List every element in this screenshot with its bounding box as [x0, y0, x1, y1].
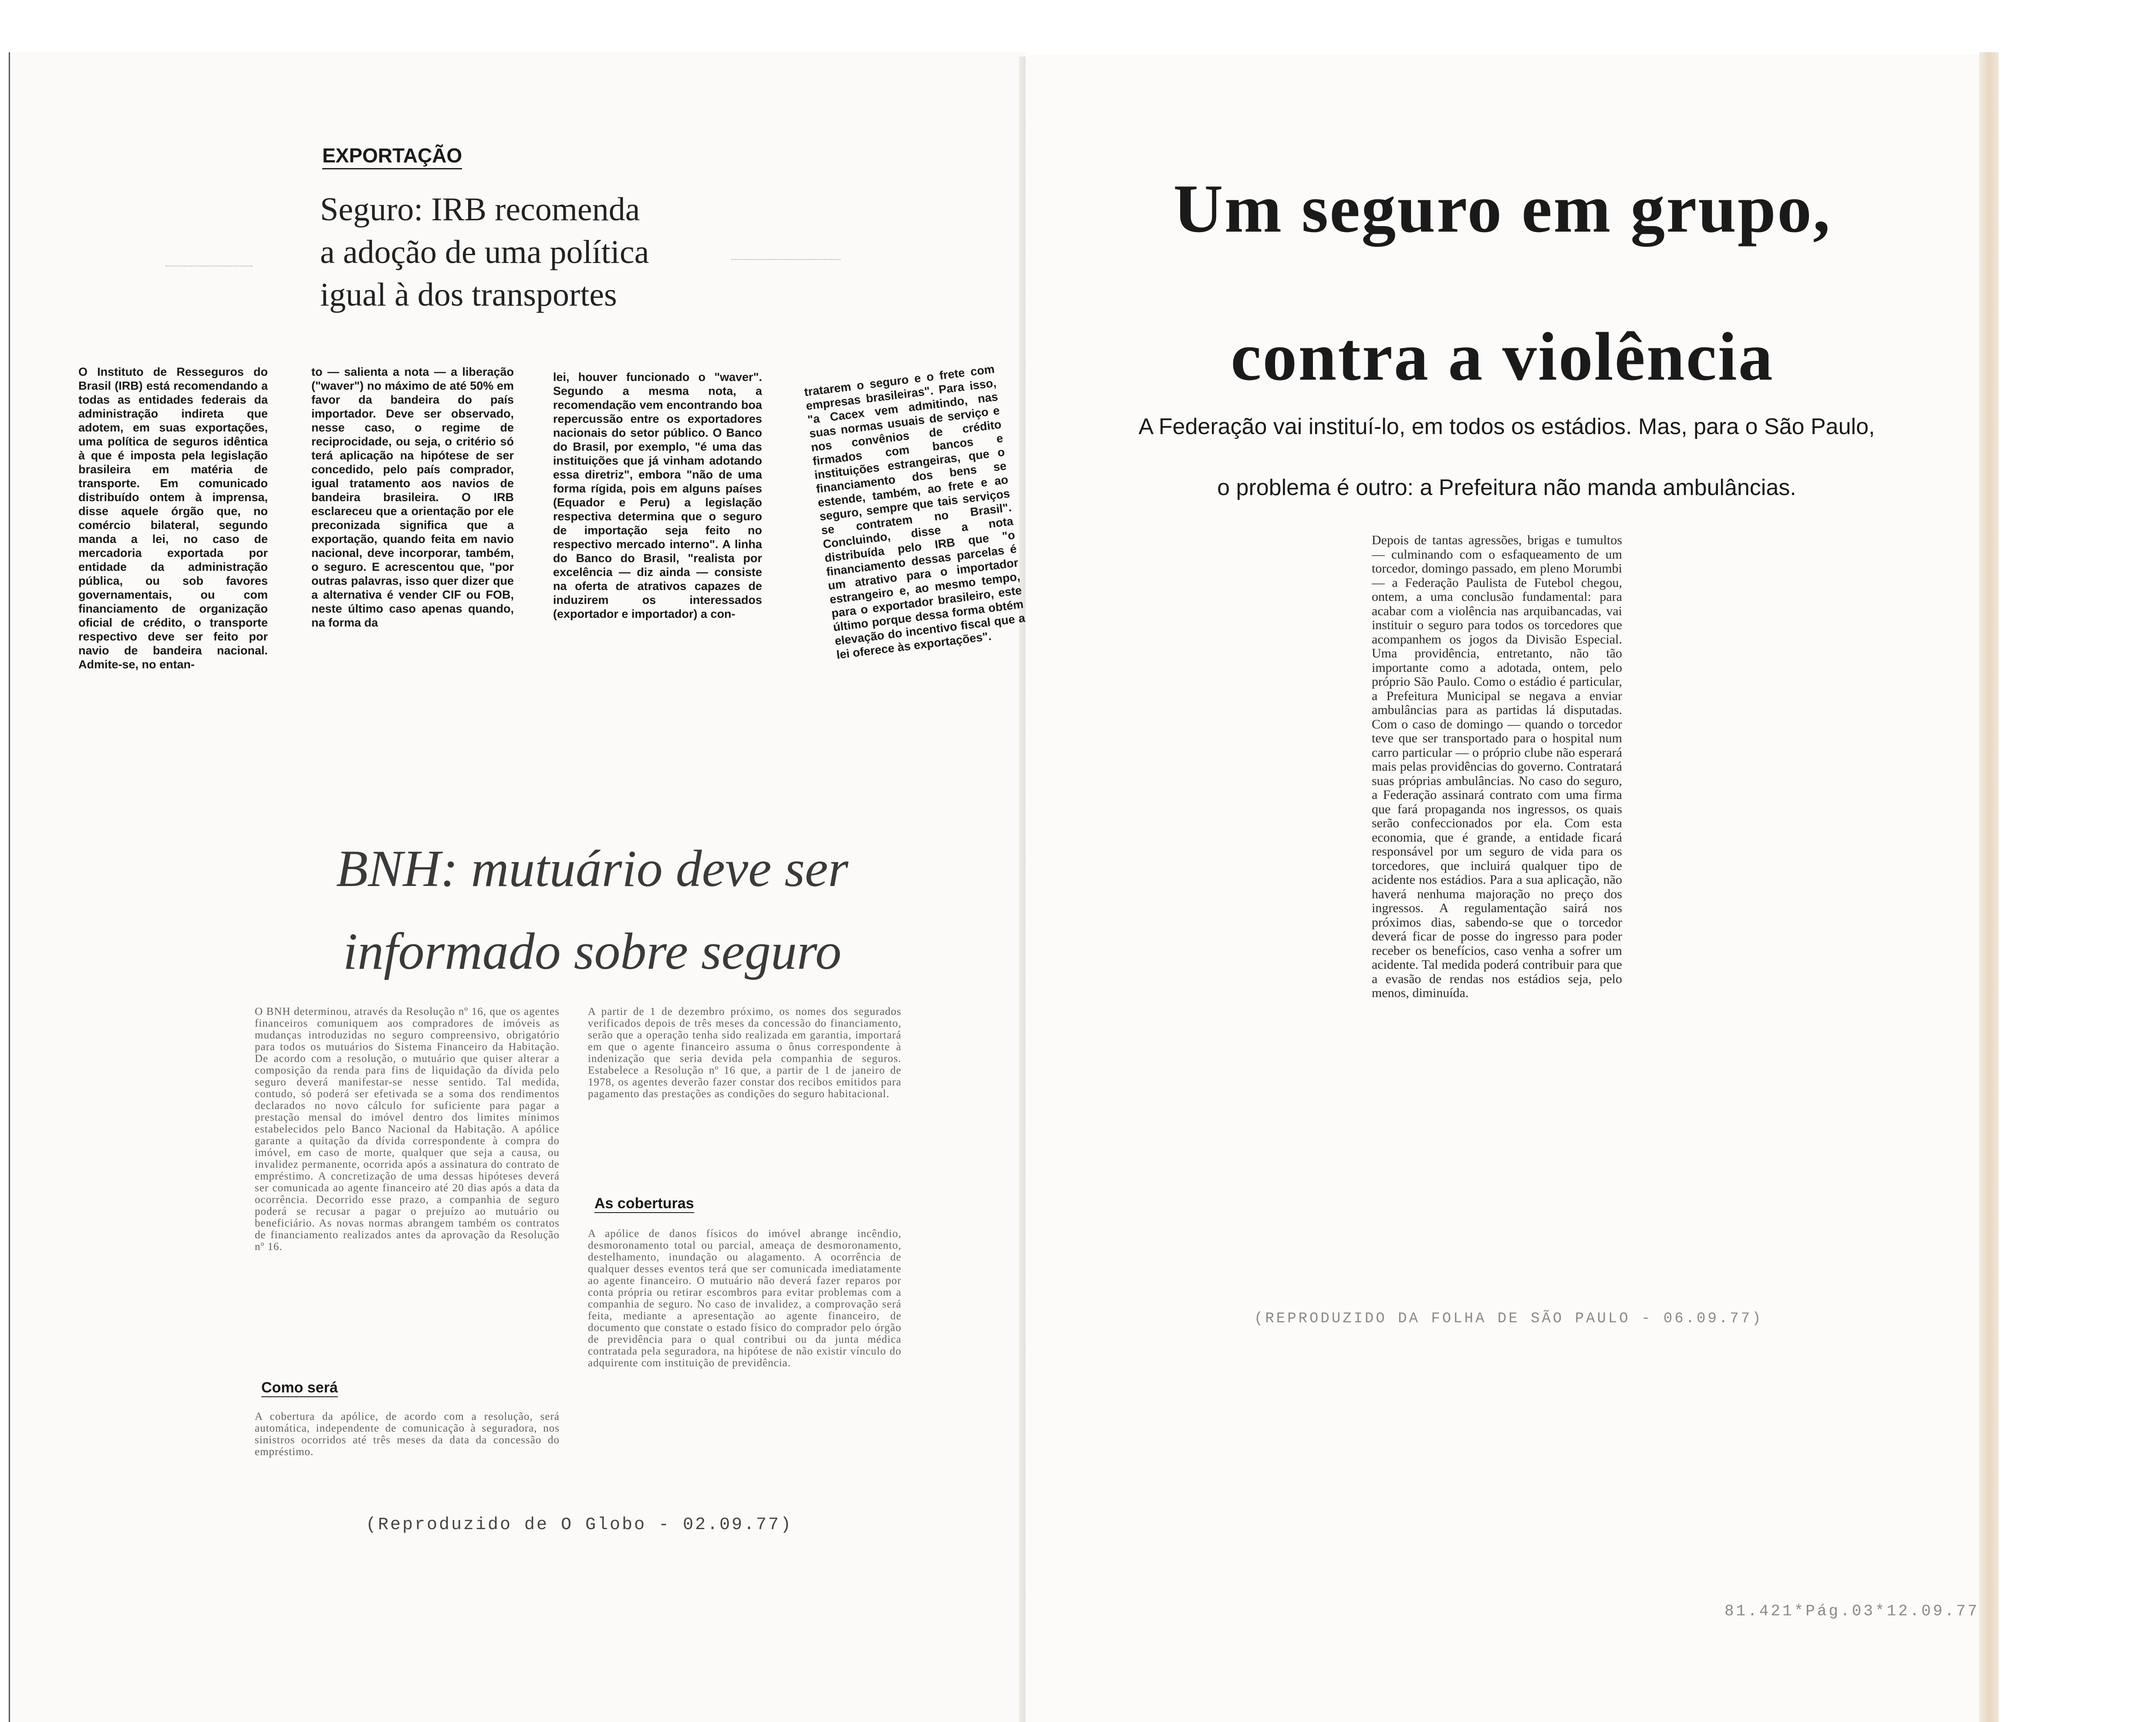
irb-headline-line-2: a adoção de uma política	[320, 234, 649, 270]
folha-body: Depois de tantas agressões, brigas e tumultos — culminando com o esfaqueamento de um torcedor, domingo passado, em pleno Morumbi — a Federação Paulista de Futebol chegou, ontem, a uma conclusão fundamental: para acabar com a violência nas arquibancadas, vai instituir o seguro para todos os torcedores que acompanhem os jogos da Divisão Especial. Uma providência, entretanto, não tão importante como a adotada, ontem, pelo próprio São Paulo. Como o estádio é particular, a Prefeitura Municipal se negava a enviar ambulâncias para as partidas lá disputadas. Com o caso de domingo — quando o torcedor teve que ser transportado para o hospital num carro particular — o próprio clube não esperará mais pelas providências do governo. Contratará suas próprias ambulâncias. No caso do seguro, a Federação assinará contrato com uma firma que fará propaganda nos ingressos, os quais serão confeccionados por ela. Com esta economia, que é grande, a entidade ficará responsável por um seguro de vida para os torcedores, que incluirá qualquer tipo de acidente nos estádios. Para a sua aplicação, não haverá nenhuma majoração no preço dos ingressos. A regulamentação sairá nos próximos dias, sabendo-se que o torcedor deverá ficar de posse do ingresso para poder receber os benefícios, caso venha a sofrer um acidente. Tal medida poderá contribuir para que a evasão de rendas nos estádios seja, pelo menos, diminuída.	[1372, 533, 1622, 1000]
folha-subheadline	[1041, 396, 1973, 518]
bnh-column-1: O BNH determinou, através da Resolução nº 16, que os agentes financeiros comuniquem aos compradores de imóveis as mudanças introduzidas no seguro compreensivo, obrigatório para todos os mutuários do Sistema Financeiro da Habitação. De acordo com a resolução, o mutuário que quiser alterar a composição da renda para fins de liquidação da dívida pelo seguro deverá manifestar-se nesse sentido. Tal medida, contudo, só poderá ser efetivada se a soma dos rendimentos declarados no novo cálculo for suficiente para pagar a prestação mensal do imóvel dentro dos limites mínimos estabelecidos pelo Banco Nacional da Habitação. A apólice garante a quitação da dívida correspondente à compra do imóvel, em caso de morte, qualquer que seja a causa, ou invalidez permanente, ocorrida após a assinatura do contrato de empréstimo. A concretização de uma dessas hipóteses deverá ser comunicada ao agente financeiro até 20 dias após a data da ocorrência. Decorrido esse prazo, a companhia de seguro poderá se recusar a pagar o prejuízo ao mutuário ou beneficiário. As novas normas abrangem também os contratos de financiamento realizados antes da aprovação da Resolução nº 16.	[255, 1006, 560, 1253]
irb-column-4: tratarem o seguro e o frete com empresas brasileiras". Para isso, "a Cacex vem admitindo, nas suas normas usuais de serviço e nos convênios de crédito firmados com bancos e instituições estrangeiras, que o financiamento dos bens se estende, também, ao frete e ao seguro, sempre que tais serviços se contratem no Brasil". Concluindo, disse a nota distribuída pelo IRB que "o financiamento dessas parcelas é um atrativo para o importador estrangeiro e, ao mesmo tempo, para o exportador brasileiro, este último porque dessa forma obtém elevação do incentivo fiscal que a lei oferece às exportações".	[803, 362, 1026, 662]
como-sera-text: A cobertura da apólice, de acordo com a resolução, será automática, independente de comunicação à seguradora, nos sinistros ocorridos até três meses da data da concessão do empréstimo.	[255, 1411, 560, 1458]
page-edge	[1979, 52, 1999, 1722]
irb-headline-line-1: Seguro: IRB recomenda	[320, 191, 640, 228]
bnh-headline-line-2: informado sobre seguro	[343, 922, 842, 980]
irb-column-1: O Instituto de Resseguros do Brasil (IRB) está recomendando a todas as entidades federais da administração indireta que adotem, em suas exportações, uma política de seguros idêntica à que é imposta pela legislação brasileira em matéria de transporte. Em comunicado distribuído ontem à imprensa, disse aquele órgão que, no comércio bilateral, segundo manda a lei, no caso de mercadoria exportada por entidade da administração pública, ou sob favores governamentais, ou com financiamento de organização oficial de crédito, o transporte respectivo deve ser feito por navio de bandeira nacional. Admite-se, no entan-	[78, 365, 268, 671]
bnh-headline-line-1: BNH: mutuário deve ser	[336, 839, 849, 897]
bnh-column-2: A partir de 1 de dezembro próximo, os nomes dos segurados verificados depois de três meses da concessão do financiamento, serão que a operação tenha sido realizada em garantia, importará em que o agente financeiro assuma o ônus correspondente à indenização que seria devida pela companhia de seguros. Estabelece a Resolução nº 16 que, a partir de 1 de janeiro de 1978, os agentes deverão fazer constar dos recibos emitidos para pagamento das prestações as condições do seguro habitacional.	[588, 1006, 901, 1100]
bnh-headline	[244, 827, 941, 993]
irb-column-2: to — salienta a nota — a liberação ("waver") no máximo de até 50% em favor da bandeira do país importador. Deve ser observado, nesse caso, o regime de reciprocidade, ou seja, o critério só terá aplicação na hipótese de ser concedido, pelo país comprador, igual tratamento aos navios de bandeira brasileira. O IRB esclareceu que a orientação por ele preconizada significa que a exportação, quando feita em navio nacional, deve incorporar, também, o seguro. E acrescentou que, "por outras palavras, isso quer dizer que a alternativa é vender CIF ou FOB, neste último caso apenas quando, na forma da	[311, 365, 514, 629]
irb-column-3: lei, houver funcionado o "waver". Segundo a mesma nota, a recomendação vem encontrando boa repercussão entre os exportadores nacionais do setor público. O Banco do Brasil, por exemplo, "é uma das instituições que já vinham adotando essa diretriz", embora "não de uma forma rígida, pois em alguns países (Equador e Peru) a legislação respectiva determina que o seguro de importação seja feito no respectivo mercado interno". A linha do Banco do Brasil, "realista por excelência — diz ainda — consiste na oferta de atrativos capazes de induzirem os interessados (exportador e importador) a con-	[553, 371, 762, 620]
folha-subheadline-line-2: o problema é outro: a Prefeitura não manda ambulâncias.	[1217, 475, 1796, 500]
subhead-como-sera: Como será	[261, 1379, 338, 1397]
source-credit-folha: (REPRODUZIDO DA FOLHA DE SÃO PAULO - 06.09.77)	[1254, 1311, 1763, 1327]
kicker-exportacao: EXPORTAÇÃO	[322, 144, 462, 169]
source-credit-globo: (Reproduzido de O Globo - 02.09.77)	[366, 1515, 793, 1535]
page-reference: 81.421*Pág.03*12.09.77	[1724, 1602, 1980, 1620]
irb-headline	[320, 188, 747, 316]
folha-headline-line-1: Um seguro em grupo,	[1173, 171, 1832, 247]
divider	[732, 259, 840, 260]
coberturas-text: A apólice de danos físicos do imóvel abrange incêndio, desmoronamento total ou parcial, ameaça de desmoronamento, destelhamento, inundação ou alagamento. A ocorrência de qualquer desses eventos terá que ser comunicada imediatamente ao agente financeiro. O mutuário não deverá fazer reparos por conta própria ou retirar escombros para evitar problemas com a companhia de seguro. No caso de invalidez, a comprovação será feita, mediante a apresentação ao agente financeiro, de documento que constate o estado físico do comprador pelo órgão de previdência para o qual contribui ou da junta médica contratada pela seguradora, na hipótese de não existir vínculo do adquirente com instituição de previdência.	[588, 1228, 901, 1369]
folha-headline-line-2: contra a violência	[1231, 319, 1774, 395]
irb-headline-line-3: igual à dos transportes	[320, 276, 617, 313]
subhead-as-coberturas: As coberturas	[594, 1195, 694, 1213]
folha-headline	[1054, 135, 1951, 431]
folha-subheadline-line-1: A Federação vai instituí-lo, em todos os estádios. Mas, para o São Paulo,	[1138, 414, 1875, 439]
